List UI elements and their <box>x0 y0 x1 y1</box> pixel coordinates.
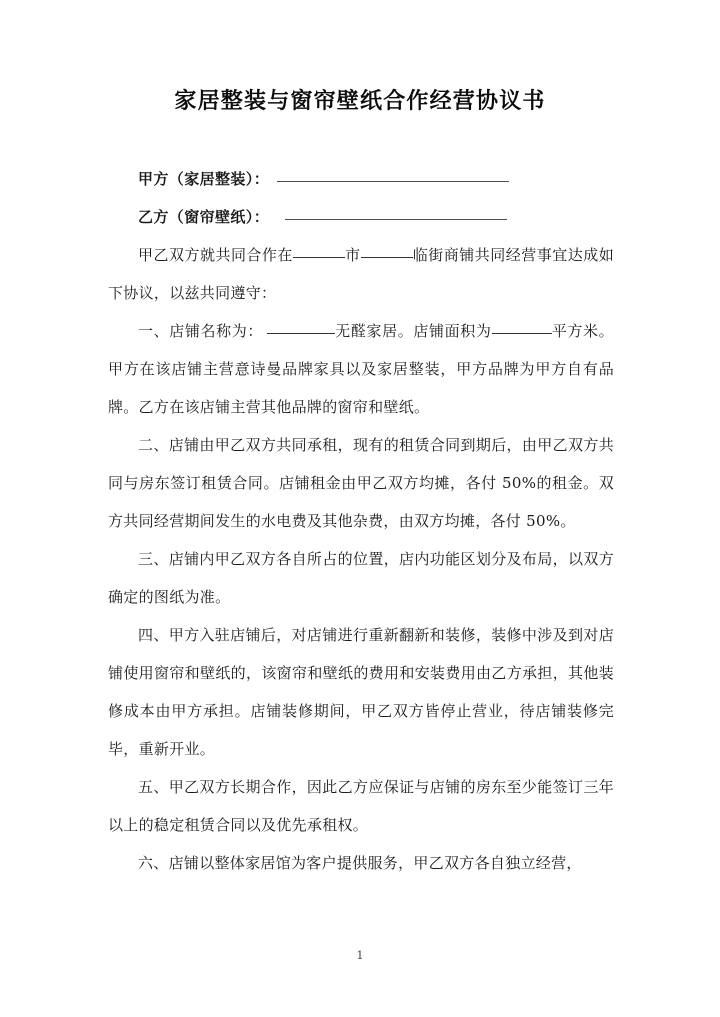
party-a-label: 甲方（家居整装）： <box>138 170 270 188</box>
party-a-line <box>108 160 614 198</box>
party-b-label: 乙方（窗帘壁纸）： <box>138 208 270 226</box>
page-title: 家居整装与窗帘壁纸合作经营协议书 <box>174 88 546 114</box>
clause-6-paragraph: 六、店铺以整体家居馆为客户提供服务，甲乙双方各自独立经营， <box>138 854 582 872</box>
party-a-signature-blank[interactable] <box>277 169 509 182</box>
clause-4-paragraph: 四、甲方入驻店铺后，对店铺进行重新翻新和装修，装修中涉及到对店铺使用窗帘和壁纸的，该窗帘和壁纸的费用和安装费用由乙方承担，其他装修成本由甲方承担。店铺装修期间，甲乙双方皆停止营业，待店铺装修完毕，重新开业。 <box>108 626 614 758</box>
clause-1-paragraph <box>108 312 614 426</box>
clause-1-segment-3: 平方米。甲方在该店铺主营意诗曼品牌家具以及家居整装，甲方品牌为甲方自有品牌。乙方在该店铺主营其他品牌的窗帘和壁纸。 <box>108 322 614 416</box>
preamble-paragraph <box>108 236 614 312</box>
street-blank[interactable] <box>361 244 413 258</box>
page-number: 1 <box>356 949 364 962</box>
shop-name-blank[interactable] <box>267 320 335 334</box>
clause-5-paragraph: 五、甲乙双方长期合作，因此乙方应保证与店铺的房东至少能签订三年以上的稳定租赁合同以及优先承租权。 <box>108 778 614 834</box>
preamble-segment-2: 市 <box>344 246 361 264</box>
party-b-signature-blank[interactable] <box>285 207 507 220</box>
preamble-segment-1: 甲乙双方就共同合作在 <box>138 246 293 264</box>
preamble-segment-3: 临街商铺共同经营事宜达成如下协议，以兹共同遵守： <box>108 246 614 302</box>
clause-1-segment-1: 一、店铺名称为： <box>138 322 263 340</box>
clause-3-paragraph: 三、店铺内甲乙双方各自所占的位置，店内功能区划分及布局，以双方确定的图纸为准。 <box>108 550 614 606</box>
clause-1-segment-2: 无醛家居。店铺面积为 <box>334 322 492 340</box>
shop-area-blank[interactable] <box>492 320 552 334</box>
clause-2-paragraph: 二、店铺由甲乙双方共同承租，现有的租赁合同到期后，由甲乙双方共同与房东签订租赁合同。店铺租金由甲乙双方均摊，各付 50%的租金。双方共同经营期间发生的水电费及其他杂费，由双方均摊，各付 50%。 <box>108 436 614 530</box>
party-b-line <box>108 198 614 236</box>
document-body <box>108 160 614 882</box>
city-blank[interactable] <box>293 244 345 258</box>
